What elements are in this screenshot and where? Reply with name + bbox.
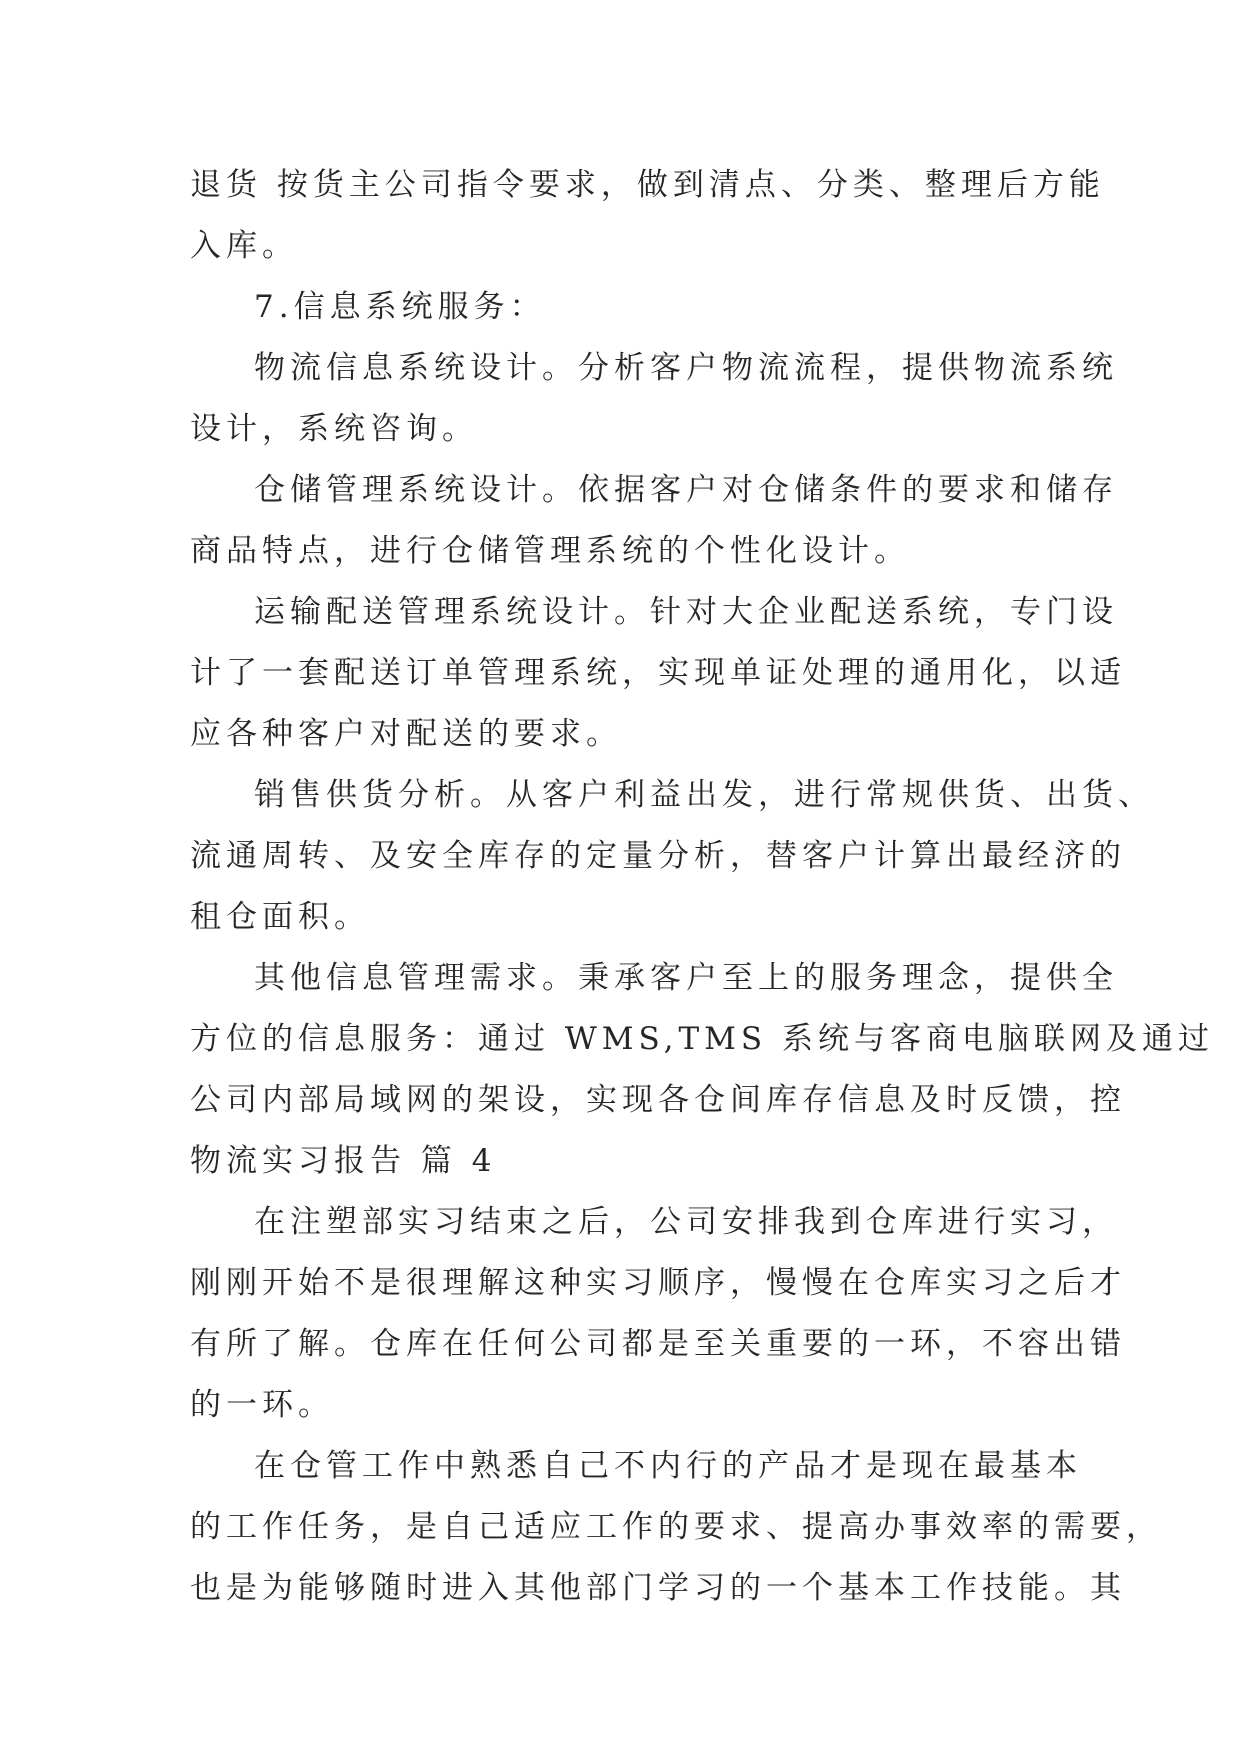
section-heading: 物流实习报告 篇 4 [190, 1143, 497, 1179]
paragraph-line: 仓储管理系统设计。依据客户对仓储条件的要求和储存 [254, 472, 1118, 508]
paragraph-line: 应各种客户对配送的要求。 [190, 716, 622, 752]
paragraph-line: 租仓面积。 [190, 899, 370, 935]
paragraph-line: 退货 按货主公司指令要求，做到清点、分类、整理后方能 [190, 167, 1105, 203]
paragraph-line: 物流信息系统设计。分析客户物流流程，提供物流系统 [254, 350, 1118, 386]
document-body [190, 155, 1214, 1619]
paragraph-line: 入库。 [190, 228, 298, 264]
paragraph-line: 的一环。 [190, 1387, 334, 1423]
paragraph-line: 方位的信息服务：通过 WMS,TMS 系统与客商电脑联网及通过 [190, 1021, 1214, 1057]
paragraph-line: 运输配送管理系统设计。针对大企业配送系统，专门设 [254, 594, 1118, 630]
paragraph-line: 有所了解。仓库在任何公司都是至关重要的一环，不容出错 [190, 1326, 1126, 1362]
section-heading: 7.信息系统服务： [254, 289, 546, 325]
paragraph-line: 销售供货分析。从客户利益出发，进行常规供货、出货、 [254, 777, 1154, 813]
paragraph-line: 商品特点，进行仓储管理系统的个性化设计。 [190, 533, 910, 569]
paragraph-line: 也是为能够随时进入其他部门学习的一个基本工作技能。其 [190, 1570, 1126, 1606]
paragraph-line: 流通周转、及安全库存的定量分析，替客户计算出最经济的 [190, 838, 1126, 874]
paragraph-line: 设计，系统咨询。 [190, 411, 478, 447]
paragraph-line: 公司内部局域网的架设，实现各仓间库存信息及时反馈，控 [190, 1082, 1126, 1118]
paragraph-line: 其他信息管理需求。秉承客户至上的服务理念，提供全 [254, 960, 1118, 996]
paragraph-line: 刚刚开始不是很理解这种实习顺序，慢慢在仓库实习之后才 [190, 1265, 1126, 1301]
paragraph-line: 在仓管工作中熟悉自己不内行的产品才是现在最基本 [254, 1448, 1082, 1484]
paragraph-line: 在注塑部实习结束之后，公司安排我到仓库进行实习， [254, 1204, 1118, 1240]
paragraph-line: 计了一套配送订单管理系统，实现单证处理的通用化，以适 [190, 655, 1126, 691]
paragraph-line: 的工作任务，是自己适应工作的要求、提高办事效率的需要， [190, 1509, 1162, 1545]
